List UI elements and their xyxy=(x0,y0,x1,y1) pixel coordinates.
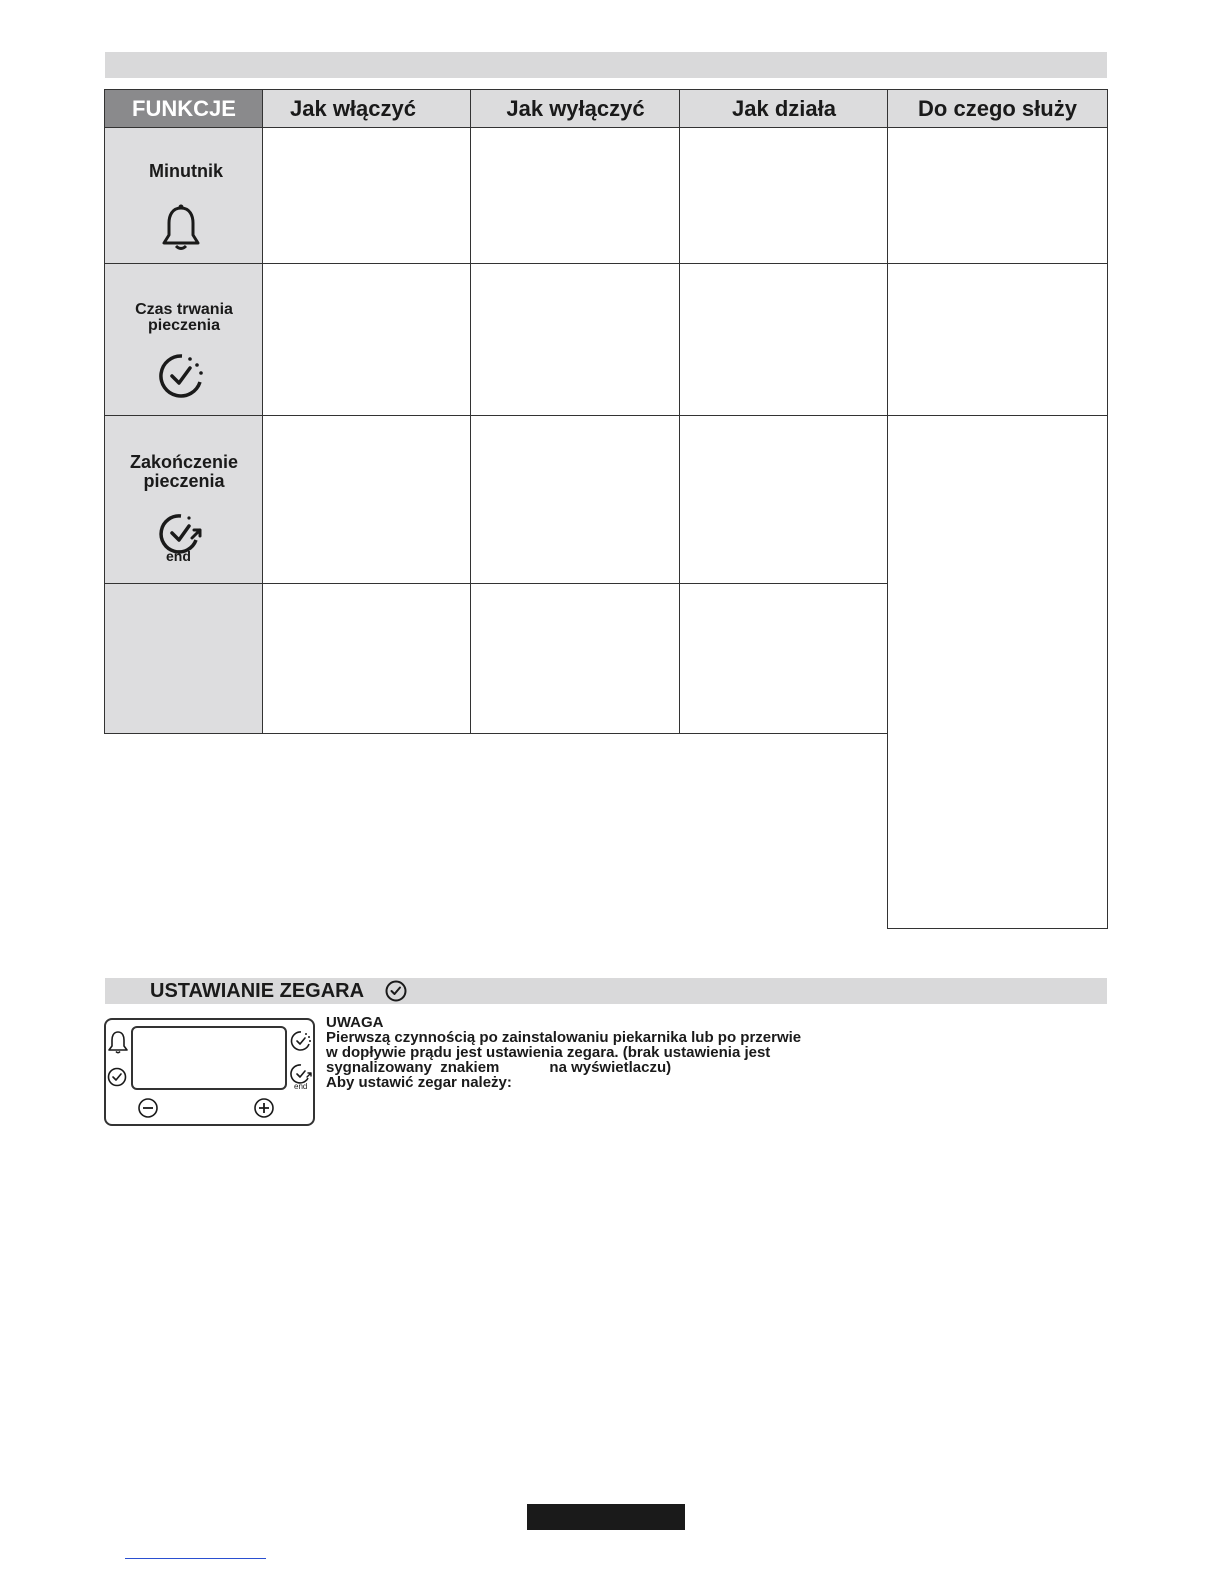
grid-line xyxy=(262,89,263,734)
panel-bell-button[interactable] xyxy=(107,1030,129,1054)
bell-icon xyxy=(160,203,202,251)
function-label-end-text: Zakończenie pieczenia xyxy=(129,452,239,491)
header-how-it-works: Jak działa xyxy=(680,90,888,127)
function-label-minutnik: Minutnik xyxy=(149,161,223,181)
clock-check-icon xyxy=(384,979,408,1003)
grid-line xyxy=(679,89,680,734)
note-line: Aby ustawić zegar należy: xyxy=(326,1074,512,1091)
svg-text:end: end xyxy=(294,1082,308,1091)
panel-plus-button[interactable] xyxy=(253,1097,275,1119)
cooking-duration-icon xyxy=(157,352,207,400)
footer-page-bar xyxy=(527,1504,685,1530)
display-screen xyxy=(131,1026,287,1090)
clock-section-title: USTAWIANIE ZEGARA xyxy=(150,980,365,1002)
function-label-end xyxy=(105,453,263,491)
panel-duration-button[interactable] xyxy=(290,1030,314,1052)
cooking-end-icon xyxy=(156,512,210,564)
grid-line xyxy=(105,733,888,734)
note-heading: UWAGA xyxy=(326,1014,384,1031)
grid-line xyxy=(105,583,888,584)
panel-clock-button[interactable] xyxy=(106,1066,128,1088)
note-line: w dopływie prądu jest ustawienia zegara. (brak ustawienia jest xyxy=(326,1044,771,1061)
function-label-duration-text: Czas trwania pieczenia xyxy=(135,301,233,334)
grid-line xyxy=(104,89,105,734)
svg-text:end: end xyxy=(166,548,191,564)
function-label-duration xyxy=(105,302,263,334)
grid-line xyxy=(470,89,471,734)
header-funkcje: FUNKCJE xyxy=(105,90,263,127)
header-what-for: Do czego służy xyxy=(888,90,1107,127)
grid-line xyxy=(105,415,1108,416)
note-line: sygnalizowany znakiem na wyświetlaczu) xyxy=(326,1059,672,1076)
panel-minus-button[interactable] xyxy=(137,1097,159,1119)
top-band xyxy=(105,52,1107,78)
grid-line xyxy=(105,127,1108,128)
grid-line xyxy=(887,89,888,929)
grid-line xyxy=(105,263,1108,264)
header-how-to-turn-off: Jak wyłączyć xyxy=(471,90,680,127)
grid-line xyxy=(1107,89,1108,929)
function-cell-empty xyxy=(105,583,263,733)
grid-line xyxy=(888,928,1108,929)
footer-link-line xyxy=(125,1558,266,1559)
panel-end-button[interactable] xyxy=(290,1063,314,1091)
grid-line xyxy=(105,89,1108,90)
header-how-to-turn-on: Jak włączyć xyxy=(263,90,471,127)
note-line: Pierwszą czynnością po zainstalowaniu piekarnika lub po przerwie xyxy=(326,1029,802,1046)
